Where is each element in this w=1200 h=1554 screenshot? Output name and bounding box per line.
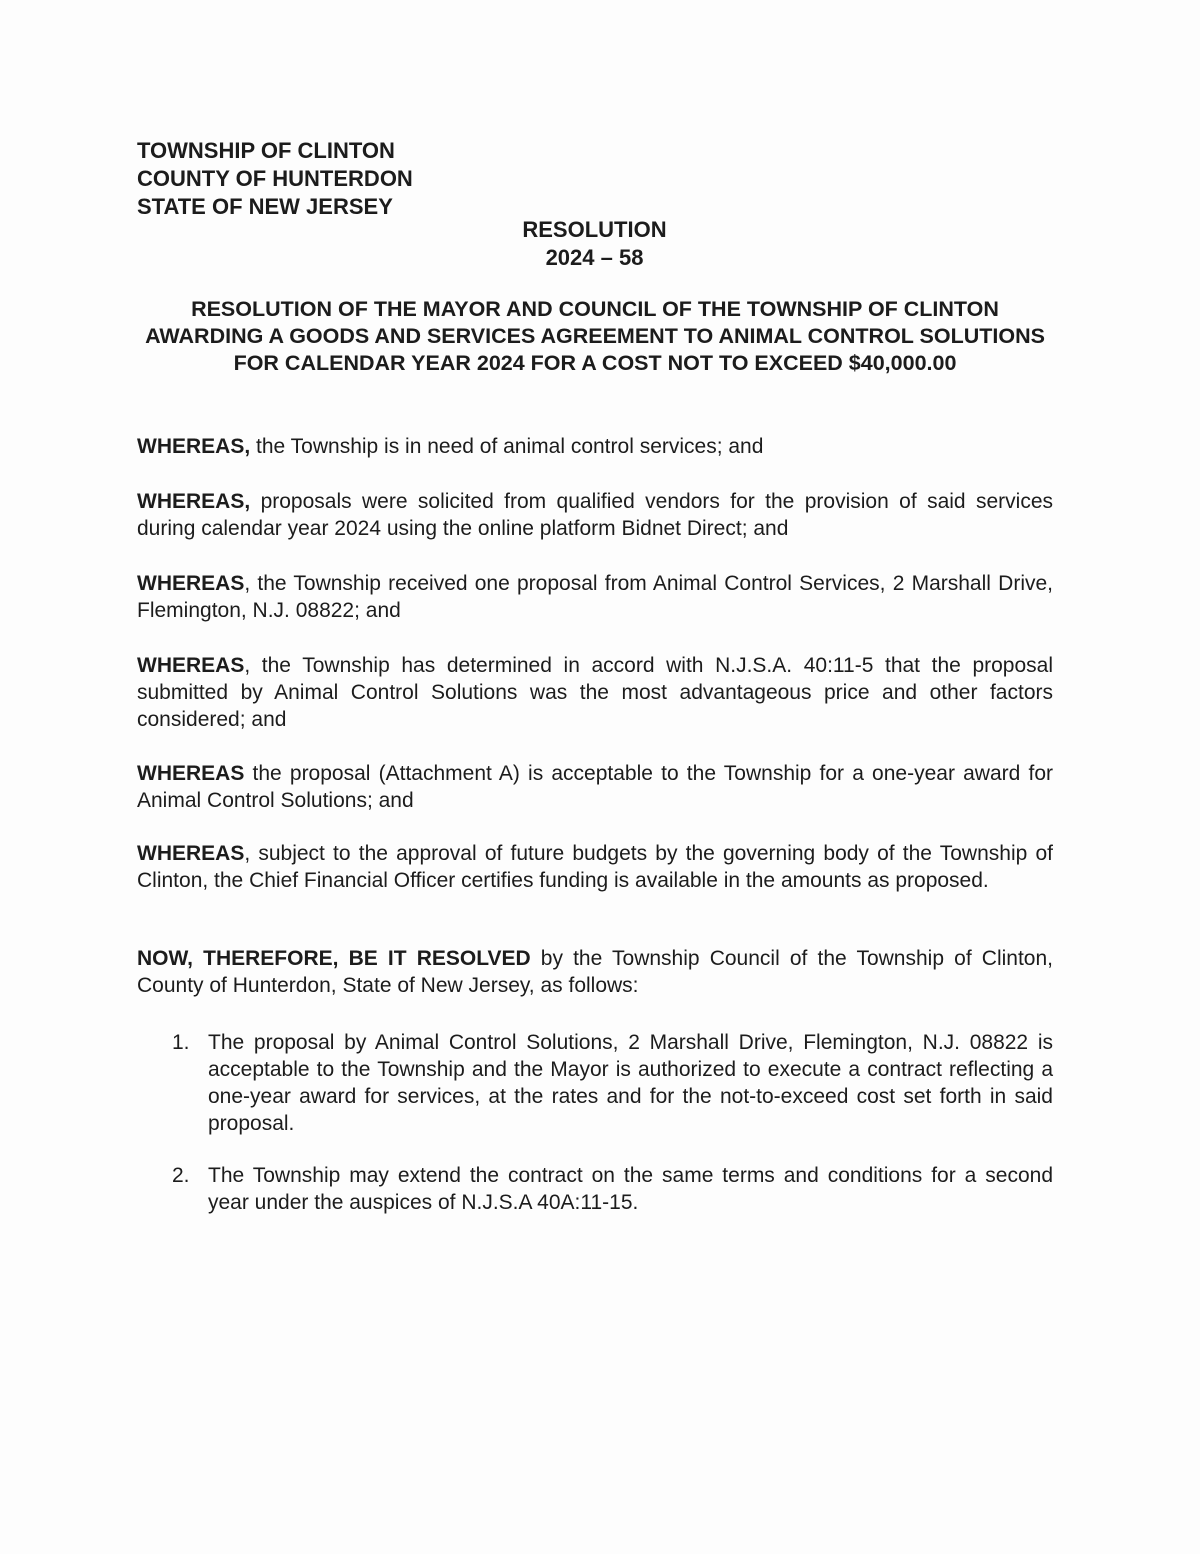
resolved-paragraph	[137, 945, 1053, 999]
whereas-lead: WHEREAS,	[137, 490, 251, 513]
whereas-paragraph	[137, 488, 1053, 542]
whereas-paragraph	[137, 433, 1053, 460]
list-item-number: 1.	[172, 1031, 190, 1054]
whereas-text: the proposal (Attachment A) is acceptable to the Township for a one-year award for Animal Control Solutions; and	[137, 762, 1053, 812]
whereas-paragraph	[137, 570, 1053, 624]
whereas-lead: WHEREAS	[137, 572, 245, 595]
whereas-text: , subject to the approval of future budgets by the governing body of the Township of Clinton, the Chief Financial Officer certifies funding is available in the amounts as proposed.	[137, 842, 1053, 892]
list-item	[172, 1162, 1053, 1216]
header-county: COUNTY OF HUNTERDON	[137, 166, 413, 191]
resolved-lead: NOW, THEREFORE, BE IT RESOLVED	[137, 947, 531, 970]
resolution-label: RESOLUTION	[522, 217, 667, 242]
list-item-text: The Township may extend the contract on the same terms and conditions for a second year under the auspices of N.J.S.A 40A:11-15.	[208, 1164, 1053, 1214]
whereas-text: , the Township received one proposal from Animal Control Services, 2 Marshall Drive, Flemington, N.J. 08822; and	[137, 572, 1053, 622]
whereas-text: proposals were solicited from qualified vendors for the provision of said services during calendar year 2024 using the online platform Bidnet Direct; and	[137, 490, 1053, 540]
header-township: TOWNSHIP OF CLINTON	[137, 138, 395, 163]
whereas-lead: WHEREAS	[137, 842, 245, 865]
resolution-title: RESOLUTION OF THE MAYOR AND COUNCIL OF THE TOWNSHIP OF CLINTON AWARDING A GOODS AND SERVICES AGREEMENT TO ANIMAL CONTROL SOLUTIONS FOR CALENDAR YEAR 2024 FOR A COST NOT TO EXCEED $40,000.00	[145, 297, 1045, 375]
issuer-header	[137, 137, 413, 221]
whereas-paragraph	[137, 652, 1053, 733]
whereas-lead: WHEREAS	[137, 654, 245, 677]
resolution-number: 2024 – 58	[545, 245, 644, 270]
list-item	[172, 1029, 1053, 1137]
whereas-text: the Township is in need of animal control services; and	[250, 435, 764, 458]
resolution-heading	[0, 216, 1189, 272]
header-state: STATE OF NEW JERSEY	[137, 194, 393, 219]
list-item-number: 2.	[172, 1164, 190, 1187]
resolved-text: by the Township Council of the Township of Clinton, County of Hunterdon, State of New Jersey, as follows:	[137, 947, 1053, 997]
list-item-text: The proposal by Animal Control Solutions, 2 Marshall Drive, Flemington, N.J. 08822 is acceptable to the Township and the Mayor is authorized to execute a contract reflecting a one-year award for services, at the rates and for the not-to-exceed cost set forth in said proposal.	[208, 1031, 1053, 1135]
whereas-paragraph	[137, 760, 1053, 814]
whereas-lead: WHEREAS	[137, 762, 245, 785]
whereas-paragraph	[137, 840, 1053, 894]
whereas-lead: WHEREAS,	[137, 435, 251, 458]
whereas-text: , the Township has determined in accord with N.J.S.A. 40:11-5 that the proposal submitted by Animal Control Solutions was the most advantageous price and other factors considered; and	[137, 654, 1053, 731]
